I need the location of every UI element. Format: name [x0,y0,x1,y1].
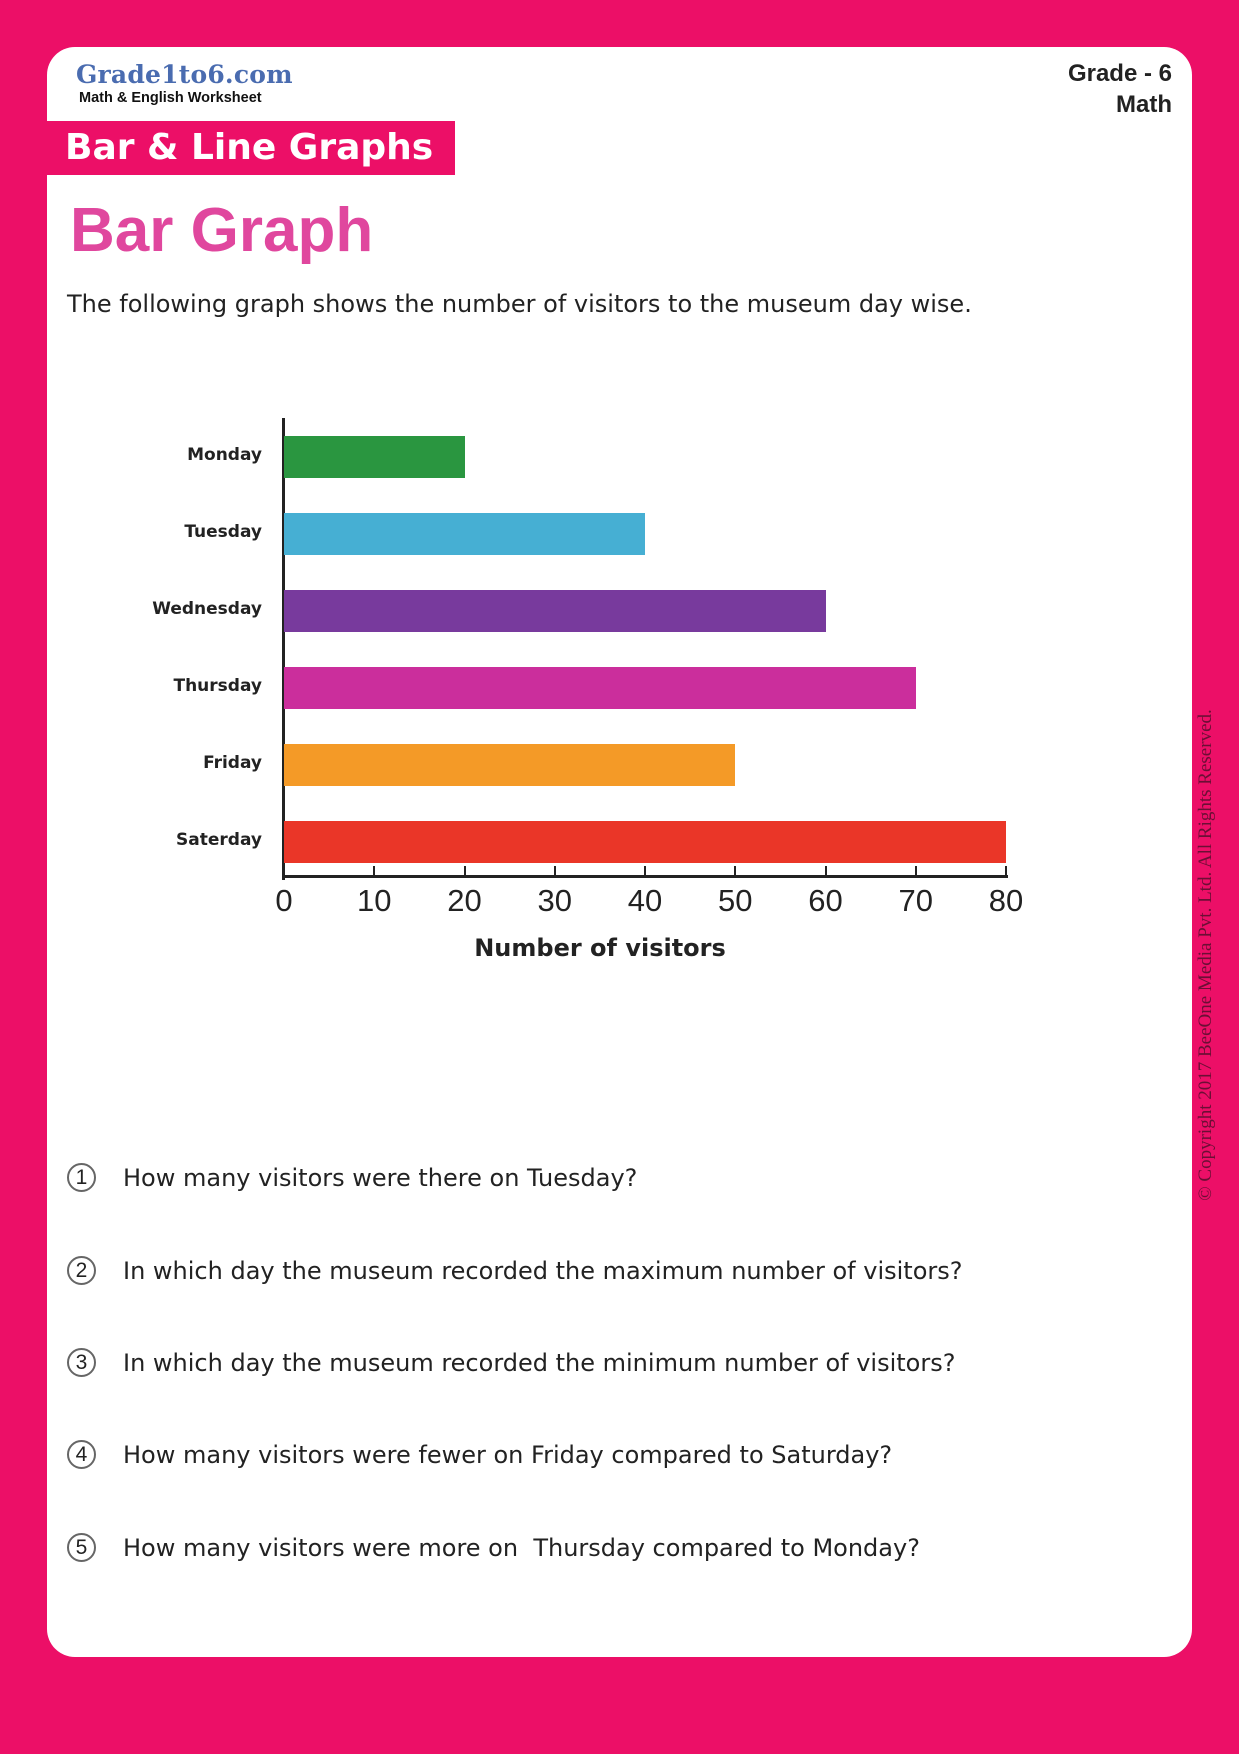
x-tick [734,866,736,876]
x-tick-label: 70 [898,883,933,918]
subject-label: Math [1116,91,1172,118]
bar-label: Friday [203,753,262,773]
copyright-notice: © Copyright 2017 BeeOne Media Pvt. Ltd. All Rights Reserved. [1195,709,1216,1201]
question-item [67,1256,963,1285]
bar-label: Wednesday [152,599,262,619]
bar-label: Tuesday [184,522,262,542]
x-tick [1005,866,1007,876]
x-axis-title: Number of visitors [474,934,726,962]
intro-text: The following graph shows the number of visitors to the museum day wise. [67,290,972,318]
bar-thursday [284,667,916,709]
x-tick-label: 30 [537,883,572,918]
question-item [67,1533,920,1562]
x-tick [373,866,375,876]
x-tick-label: 10 [357,883,392,918]
bar-monday [284,436,465,478]
bar-label: Saterday [176,830,262,850]
x-tick [554,866,556,876]
x-tick [644,866,646,876]
question-number-circle: 5 [67,1533,96,1562]
x-tick-label: 60 [808,883,843,918]
x-tick [825,866,827,876]
y-axis [282,418,285,880]
question-number-circle: 4 [67,1440,96,1469]
grade-info [1068,58,1172,120]
x-tick-label: 20 [447,883,482,918]
question-number-circle: 3 [67,1348,96,1377]
bar-friday [284,744,735,786]
question-number-circle: 2 [67,1256,96,1285]
x-tick-label: 40 [627,883,663,918]
question-number-circle: 1 [67,1163,96,1192]
question-text: How many visitors were more on Thursday compared to Monday? [123,1533,920,1562]
question-item [67,1348,955,1377]
grade-label: Grade - 6 [1067,60,1172,87]
question-item [67,1440,892,1469]
question-text: How many visitors were there on Tuesday? [123,1163,638,1192]
brand-logo [76,60,293,106]
x-tick-label: 0 [275,883,293,918]
x-tick-label: 50 [718,883,753,918]
x-tick [464,866,466,876]
bar-tuesday [284,513,645,555]
brand-tagline: Math & English Worksheet [79,90,262,106]
page-title: Bar Graph [70,196,374,265]
question-text: In which day the museum recorded the maximum number of visitors? [123,1256,963,1285]
bar-label: Monday [187,445,262,465]
bar-wednesday [284,590,826,632]
question-text: How many visitors were fewer on Friday compared to Saturday? [123,1440,893,1469]
x-tick-label: 80 [988,883,1024,918]
question-text: In which day the museum recorded the minimum number of visitors? [123,1348,956,1377]
bar-saterday [284,821,1006,863]
brand-name: Grade1to6.com [76,60,293,89]
x-tick [915,866,917,876]
topic-banner: Bar & Line Graphs [47,121,455,175]
bar-label: Thursday [173,676,262,696]
question-item [67,1163,637,1192]
